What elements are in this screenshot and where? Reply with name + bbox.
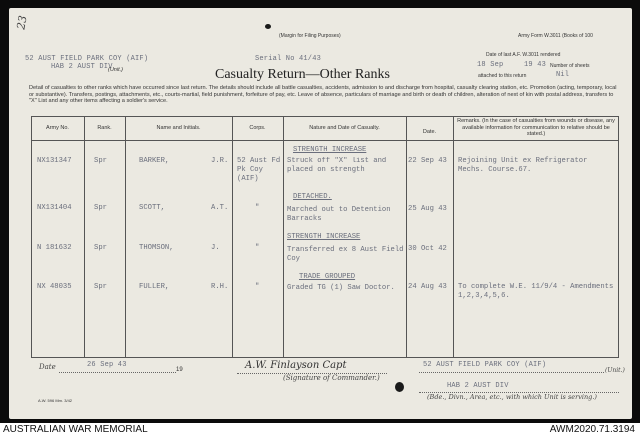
row-rank: Spr [94, 244, 107, 252]
row-army-no: NX131347 [37, 157, 72, 165]
row-heading: STRENGTH INCREASE [293, 146, 367, 154]
unit-caption-top: (Unit.) [108, 67, 123, 73]
date-last-year: 19 43 [524, 61, 547, 69]
row-date: 24 Aug 43 [408, 283, 447, 291]
archive-footer [0, 423, 640, 436]
punch-hole [265, 24, 271, 29]
row-heading: TRADE GROUPED [299, 273, 356, 281]
attached-label: attached to this return [478, 73, 527, 79]
date-last-label: Date of last A.F. W.3011 rendered [486, 52, 561, 58]
unit-value: 52 AUST FIELD PARK COY (AIF) [423, 361, 547, 369]
margin-note: (Margin for Filing Purposes) [279, 33, 341, 39]
unit-division-top: HAB 2 AUST DIV [51, 63, 113, 71]
row-name: FULLER, [139, 283, 170, 291]
formation-value: HAB 2 AUST DIV [447, 382, 509, 390]
commander-signature: A.W. Finlayson Capt [245, 360, 347, 371]
form-title: Casualty Return—Other Ranks [215, 67, 390, 82]
row-nature: Struck off "X" list and placed on strength [287, 157, 387, 174]
row-corps: " [255, 244, 260, 252]
serial-number: Serial No 41/43 [255, 55, 322, 63]
row-corps: " [255, 283, 260, 291]
row-initials: R.H. [211, 283, 229, 291]
date-label: Date [39, 363, 56, 371]
col-army-no: Army No. [46, 125, 69, 131]
attached-value: Nil [556, 71, 570, 79]
unit-caption: (Unit.) [605, 367, 625, 374]
col-date: Date. [422, 129, 437, 135]
row-date: 22 Sep 43 [408, 157, 447, 165]
row-rank: Spr [94, 157, 107, 165]
handwritten-number: 23 [14, 14, 30, 31]
row-remarks: Rejoining Unit ex Refrigerator Mechs. Course.67. [458, 157, 588, 174]
row-nature: Marched out to Detention Barracks [287, 206, 391, 223]
unit-name-top: 52 AUST FIELD PARK COY (AIF) [25, 55, 149, 63]
row-name: SCOTT, [139, 204, 165, 212]
formation-caption: (Bde., Divn., Area, etc., with which Unit is serving.) [427, 393, 597, 401]
army-form-label: Army Form W.3011 (Books of 100 [518, 33, 593, 39]
row-initials: J.R. [211, 157, 229, 165]
row-rank: Spr [94, 204, 107, 212]
sheets-label: Number of sheets [550, 63, 590, 69]
casualty-table [31, 116, 619, 358]
row-initials: A.T. [211, 204, 229, 212]
row-heading: DETACHED. [293, 193, 332, 201]
col-rank: Rank. [97, 125, 112, 131]
col-nature: Nature and Date of Casualty. [309, 125, 380, 131]
row-date: 25 Aug 43 [408, 205, 447, 213]
col-corps: Corps. [249, 125, 266, 131]
col-name: Name and Initials. [156, 125, 201, 131]
year-prefix: 19 [176, 367, 183, 373]
row-initials: J. [211, 244, 220, 252]
row-name: BARKER, [139, 157, 170, 165]
row-date: 30 Oct 42 [408, 245, 447, 253]
printer-note: A.W. 596 Mm. 3/42 [38, 398, 73, 403]
intro-text: Detail of casualties to other ranks which have occurred since last return. The details should include all battle casualties, accidents, admission to and discharge from hospital, casualty clearing station, etc. Promotion (acting, temporary, local or substantive). Transfers, postings, attachments, etc., courts-martial, field punishment, forfeiture of pay, etc. Leave of absence, particulars of marriage and birth or death of children, alteration of next of kin with postal address, transfers to "X" List and any other items affecting a soldier's service. [29, 85, 617, 105]
row-army-no: NX 48035 [37, 283, 72, 291]
row-name: THOMSON, [139, 244, 174, 252]
row-remarks: To complete W.E. 11/9/4 - Amendments 1,2,3,4,5,6. [458, 283, 614, 300]
row-corps: " [255, 204, 260, 212]
row-heading: STRENGTH INCREASE [287, 233, 361, 241]
archive-reference: AWM2020.71.3194 [549, 424, 635, 435]
col-remarks: Remarks. (In the case of casualties from wounds or disease, any available information for communication to relative should be stated.) [457, 118, 615, 137]
row-rank: Spr [94, 283, 107, 291]
date-last-value: 18 Sep [477, 61, 504, 69]
row-corps: 52 Aust Fd Pk Coy (AIF) [237, 157, 281, 183]
row-nature: Graded TG (1) Saw Doctor. [287, 284, 395, 292]
date-value: 26 Sep 43 [87, 361, 127, 369]
form-sheet [9, 8, 632, 419]
row-army-no: NX131404 [37, 204, 72, 212]
archive-name: AUSTRALIAN WAR MEMORIAL [3, 424, 148, 435]
signature-caption: (Signature of Commander.) [283, 374, 380, 382]
punch-hole [395, 382, 404, 392]
row-nature: Transferred ex 8 Aust Field Coy [287, 246, 404, 263]
row-army-no: N 181632 [37, 244, 72, 252]
